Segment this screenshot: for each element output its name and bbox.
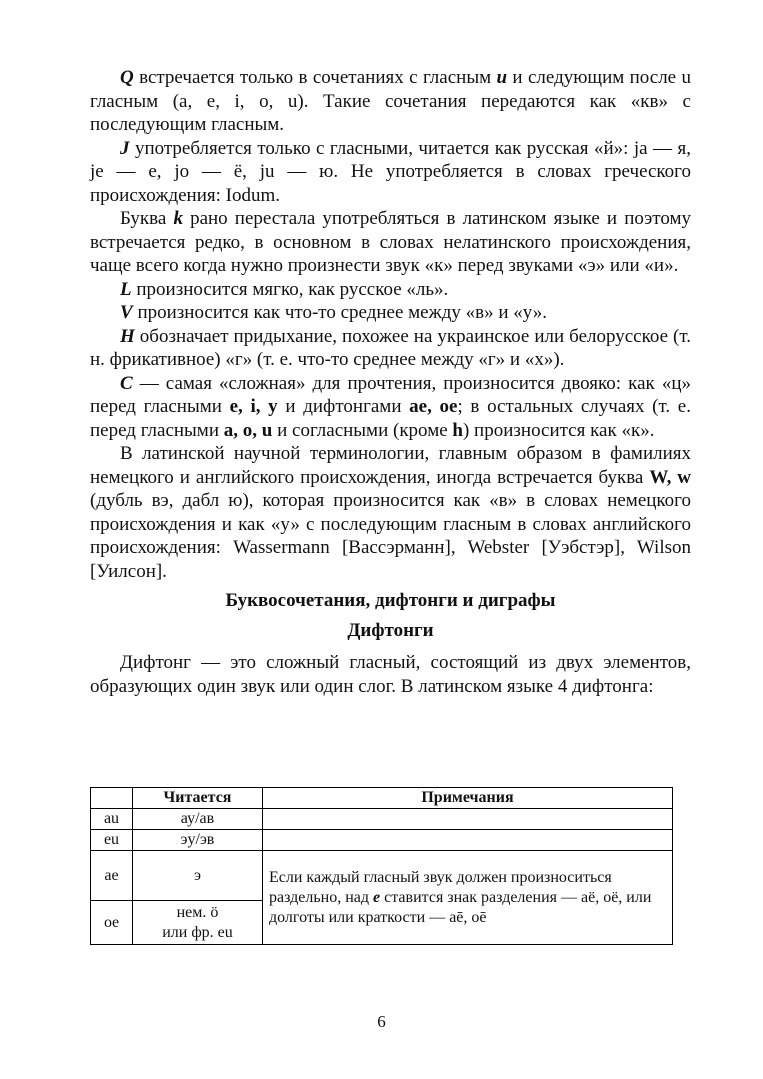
reading-cell: э: [133, 851, 263, 901]
paragraph-v-text: произносится как что-то среднее между «в» и «у».: [132, 302, 548, 323]
note-bold-e: e: [373, 888, 381, 906]
letter-k: k: [173, 208, 183, 229]
paragraph-q-text1: встречается только в сочетаниях с гласным: [133, 67, 497, 88]
note-cell: [263, 809, 673, 830]
note-cell-merged: [263, 851, 673, 945]
paragraph-l-text: произносится мягко, как русское «ль».: [131, 278, 449, 300]
reading-cell: ау/ав: [133, 809, 263, 830]
paragraph-c-text2: и дифтонгами: [277, 396, 410, 417]
paragraph-v: [90, 301, 691, 325]
subsection-heading: Дифтонги: [347, 620, 434, 641]
paragraph-c-text5: ) произносится как «к».: [462, 419, 655, 441]
paragraph-c-bold3: a, o, u: [223, 419, 273, 441]
paragraph-k: [90, 207, 691, 278]
paragraph-k-text2: рано перестала употребляться в латинском языке и поэтому встречается редко, в основном в словах нелатинского происхождения, чаще всего когда нужно произнести звук «к» перед звуками «э» или «и».: [90, 208, 691, 276]
letter-h: H: [120, 325, 135, 347]
letter-j: J: [120, 137, 130, 159]
paragraph-c-text3: ; в остальных случаях (т. е. перед гласными: [90, 396, 691, 441]
diphthong-cell: au: [91, 809, 133, 830]
paragraph-c-text1: — самая «сложная» для прочтения, произносится двояко: как «ц» перед гласными: [90, 372, 691, 417]
diphthong-cell: eu: [91, 830, 133, 851]
page-number: 6: [377, 1012, 386, 1031]
note-text2: ставится знак разделения — aë, oë, или долготы или краткости — aē, oē: [269, 888, 652, 926]
table-header-cell: Примечания: [263, 788, 673, 809]
paragraph-h: [90, 325, 691, 372]
reading-line2: или фр. eu: [162, 923, 233, 941]
table-header-row: [91, 788, 673, 809]
reading-line1: нем. ö: [176, 903, 219, 921]
diphthong-cell: ae: [91, 851, 133, 901]
paragraph-c-bold4: h: [452, 419, 463, 441]
table-header-cell: [91, 788, 133, 809]
note-text1: Если каждый гласный звук должен произноситься раздельно, над: [269, 868, 612, 906]
table-header-cell: Читается: [133, 788, 263, 809]
letter-v: V: [120, 302, 133, 323]
diphthong-table: [90, 787, 673, 945]
table-row: [91, 830, 673, 851]
letter-l: L: [120, 278, 132, 300]
letter-c: C: [120, 372, 133, 394]
table-row: [91, 851, 673, 901]
page-body: [90, 66, 691, 698]
paragraph-c: [90, 372, 691, 443]
diphthong-cell: oe: [91, 901, 133, 945]
paragraph-j-text: употребляется только с гласными, читается как русская «й»: ja — я, je — е, jo — ё, ju — ю. Не употребляется в словах греческого происхождения: Iodum.: [90, 137, 691, 206]
paragraph-w-text1: В латинской научной терминологии, главным образом в фамилиях немецкого и английского происхождения, иногда встречается буква: [90, 443, 691, 488]
paragraph-h-text: обозначает придыхание, похожее на украинское или белорусское (т. н. фрикативное) «г» (т. е. что-то среднее между «г» и «х»).: [90, 325, 691, 370]
letter-q: Q: [120, 67, 134, 88]
paragraph-q-text2: и следующим после u гласным (a, e, i, o, u). Такие сочетания передаются как «кв» с последующим гласным.: [90, 67, 691, 135]
paragraph-j: [90, 137, 691, 208]
paragraph-diphthong-intro: Дифтонг — это сложный гласный, состоящий из двух элементов, образующих один звук или один слог. В латинском языке 4 дифтонга:: [90, 652, 691, 697]
paragraph-w-text2: (дубль вэ, дабл ю), которая произносится как «в» в словах немецкого происхождения и как «у» с последующим гласным в словах английского происхождения: Wassermann [Вассэрманн], Webster [Уэбстэр], Wilson [Уилсон].: [90, 490, 691, 582]
letter-u: u: [496, 67, 508, 88]
note-cell: [263, 830, 673, 851]
paragraph-k-text1: Буква: [120, 208, 174, 229]
section-heading: Буквосочетания, дифтонги и диграфы: [225, 590, 556, 611]
reading-cell: эу/эв: [133, 830, 263, 851]
paragraph-c-text4: и согласными (кроме: [272, 419, 453, 441]
paragraph-c-bold2: ae, oe: [409, 396, 458, 417]
paragraph-c-bold1: e, i, y: [229, 396, 278, 417]
paragraph-l: [90, 278, 691, 302]
paragraph-w-bold: W, w: [649, 466, 691, 488]
paragraph-q: [90, 66, 691, 137]
paragraph-w: [90, 442, 691, 583]
table-row: [91, 809, 673, 830]
reading-cell: [133, 901, 263, 945]
